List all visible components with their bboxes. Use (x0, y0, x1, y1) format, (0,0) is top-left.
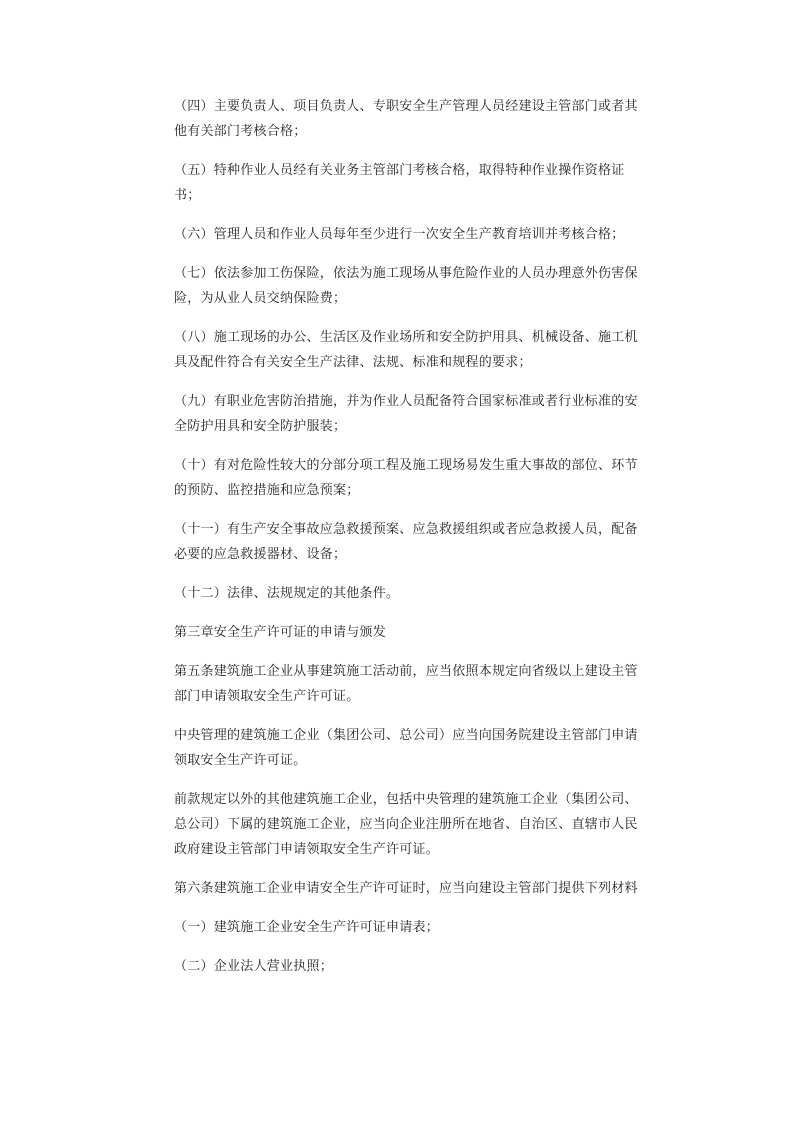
paragraph-item-11: （十一）有生产安全事故应急救援预案、应急救援组织或者应急救援人员，配备必要的应急救援器材、设备； (174, 522, 638, 562)
article-6-paragraph: 第六条建筑施工企业申请安全生产许可证时，应当向建设主管部门提供下列材料 (174, 881, 638, 896)
material-item-2: （二）企业法人营业执照； (174, 959, 334, 974)
paragraph-item-12: （十二）法律、法规规定的其他条件。 (174, 586, 400, 601)
material-item-1: （一）建筑施工企业安全生产许可证申请表； (174, 920, 440, 935)
paragraph-item-9: （九）有职业危害防治措施，并为作业人员配备符合国家标准或者行业标准的安全防护用具和安全防护服装； (174, 394, 638, 434)
article-5-other-paragraph: 前款规定以外的其他建筑施工企业，包括中央管理的建筑施工企业（集团公司、总公司）下属的建筑施工企业，应当向企业注册所在地省、自治区、直辖市人民政府建设主管部门申请领取安全生产许可证。 (174, 792, 638, 857)
paragraph-item-6: （六）管理人员和作业人员每年至少进行一次安全生产教育培训并考核合格； (174, 227, 625, 242)
paragraph-item-4: （四）主要负责人、项目负责人、专职安全生产管理人员经建设主管部门或者其他有关部门考核合格； (174, 99, 638, 139)
document-body (174, 94, 646, 979)
paragraph-item-7: （七）依法参加工伤保险，依法为施工现场从事危险作业的人员办理意外伤害保险，为从业人员交纳保险费； (174, 266, 638, 306)
paragraph-item-8: （八）施工现场的办公、生活区及作业场所和安全防护用具、机械设备、施工机具及配件符合有关安全生产法律、法规、标准和规程的要求； (174, 330, 638, 370)
paragraph-item-5: （五）特种作业人员经有关业务主管部门考核合格，取得特种作业操作资格证书； (174, 163, 625, 203)
article-5-paragraph: 第五条建筑施工企业从事建筑施工活动前，应当依照本规定向省级以上建设主管部门申请领取安全生产许可证。 (174, 664, 638, 704)
chapter-heading: 第三章安全生产许可证的申请与颁发 (174, 625, 387, 640)
paragraph-item-10: （十）有对危险性较大的分部分项工程及施工现场易发生重大事故的部位、环节的预防、监控措施和应急预案； (174, 458, 638, 498)
article-5-central-paragraph: 中央管理的建筑施工企业（集团公司、总公司）应当向国务院建设主管部门申请领取安全生产许可证。 (174, 728, 638, 768)
